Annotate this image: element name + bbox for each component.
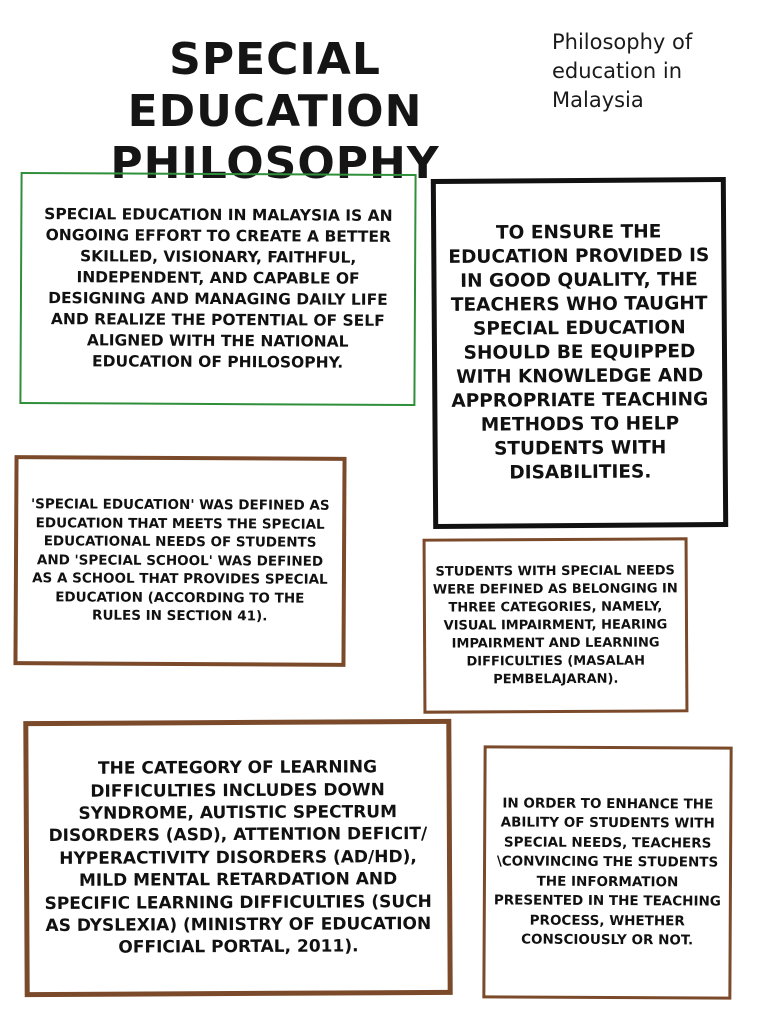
page-title: SPECIAL EDUCATION PHILOSOPHY <box>110 34 440 189</box>
subtitle-note: Philosophy of education in Malaysia <box>552 30 693 112</box>
text-box-content: SPECIAL EDUCATION IN MALAYSIA IS AN ONGOING EFFORT TO CREATE A BETTER SKILLED, VISIONARY, FAITHFUL, INDEPENDENT, AND CAPABLE OF DESIGNING AND MANAGING DAILY LIFE AND REALIZE THE POTENTIAL OF SELF ALIGNED WITH THE NATIONAL EDUCATION OF PHILOSOPHY. <box>44 205 393 372</box>
text-box-content: TO ENSURE THE EDUCATION PROVIDED IS IN GOOD QUALITY, THE TEACHERS WHO TAUGHT SPECIAL EDUCATION SHOULD BE EQUIPPED WITH KNOWLEDGE AND APPROPRIATE TEACHING METHODS TO HELP STUDENTS WITH DISABILITIES. <box>448 221 710 484</box>
text-box-teacher-role <box>482 745 732 999</box>
text-box-definition-goal <box>19 172 416 406</box>
text-box-content: IN ORDER TO ENHANCE THE ABILITY OF STUDENTS WITH SPECIAL NEEDS, TEACHERS \CONVINCING THE STUDENTS THE INFORMATION PRESENTED IN THE TEACHING PROCESS, WHETHER CONSCIOUSLY OR NOT. <box>493 794 721 949</box>
text-box-learning-difficulties <box>23 719 452 997</box>
text-box-content: STUDENTS WITH SPECIAL NEEDS WERE DEFINED AS BELONGING IN THREE CATEGORIES, NAMELY, VISUAL IMPAIRMENT, HEARING IMPAIRMENT AND LEARNING DIFFICULTIES (MASALAH PEMBELAJARAN). <box>432 562 678 687</box>
text-box-content: THE CATEGORY OF LEARNING DIFFICULTIES INCLUDES DOWN SYNDROME, AUTISTIC SPECTRUM DISORDERS (ASD), ATTENTION DEFICIT/ HYPERACTIVITY DISORDERS (AD/HD), MILD MENTAL RETARDATION AND SPECIFIC LEARNING DIFFICULTIES (SUCH AS DYSLEXIA) (MINISTRY OF EDUCATION OFFICIAL PORTAL, 2011). <box>44 757 432 959</box>
text-box-special-education-definition <box>13 455 346 667</box>
text-box-special-needs-categories <box>423 537 689 713</box>
text-box-teacher-quality <box>431 177 728 529</box>
text-box-content: 'SPECIAL EDUCATION' WAS DEFINED AS EDUCATION THAT MEETS THE SPECIAL EDUCATIONAL NEEDS OF STUDENTS AND 'SPECIAL SCHOOL' WAS DEFINED AS A SCHOOL THAT PROVIDES SPECIAL EDUCATION (ACCORDING TO THE RULES IN SECTION 41). <box>30 496 330 625</box>
